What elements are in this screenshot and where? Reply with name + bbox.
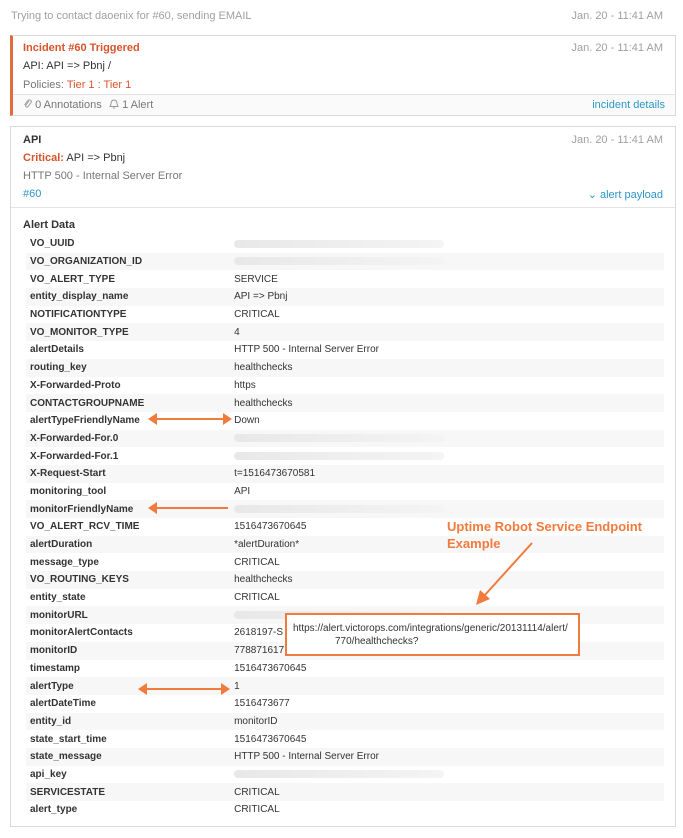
redacted-value [234,505,444,513]
alert-data-value: healthchecks [223,571,664,589]
alert-header [11,127,675,208]
alert-data-key: monitoring_tool [30,485,107,497]
alert-data-key: message_type [30,556,99,568]
redacted-value [234,434,444,442]
alert-data-row [26,571,664,589]
alert-data-row [26,377,664,395]
notification-timestamp: Jan. 20 - 11:41 AM [571,10,663,22]
annotation-arrow-double [146,688,222,690]
alert-data-value [223,447,664,465]
alert-data-row [26,713,664,731]
alert-data-value: 2618197-S [234,627,284,639]
arrowhead-right [223,413,232,425]
incident-footer [13,94,675,115]
alert-data-key: alertDateTime [30,698,96,710]
alert-data-row [26,730,664,748]
notification-line [11,10,663,26]
alert-data-key: api_key [30,768,67,780]
alert-name: API [23,134,42,146]
redacted-value [234,770,444,778]
alert-message: HTTP 500 - Internal Server Error [23,170,183,182]
alert-data-key: alertDuration [26,536,223,554]
alert-data-value: 778871617 [223,642,664,660]
alert-data-key: alertTypeFriendlyName [30,415,140,427]
alert-data-value: 1516473670645 [234,733,307,745]
alert-data-value: healthchecks [223,359,664,377]
alert-data-key: VO_ORGANIZATION_ID [26,253,223,271]
alert-data-key: monitorID [26,642,223,660]
alert-data-row [26,288,664,306]
alert-level: Critical: [23,152,64,164]
alert-data-row [26,553,664,571]
incident-policies [23,79,131,91]
alert-data-row [26,589,664,607]
alert-data-row [26,783,664,801]
alert-data-value: https [234,379,256,391]
alert-data-key: VO_MONITOR_TYPE [26,323,223,341]
chevron-down-icon: ⌄ [587,189,597,201]
alert-data-value: HTTP 500 - Internal Server Error [223,748,664,766]
alert-data-row [26,766,664,784]
alerts-label: 1 Alert [122,99,154,111]
alert-data-value [223,766,664,784]
alert-data-value: Down [234,415,260,427]
alert-data-key: monitorFriendlyName [26,500,223,518]
alert-data-row [26,359,664,377]
redacted-value [234,257,444,265]
alert-data-row [26,253,664,271]
alert-data-value [223,253,664,271]
alert-summary-text: API => Pbnj [66,152,126,164]
alert-data-value: SERVICE [234,273,278,285]
alert-data-key: entity_id [26,713,223,731]
alert-data-key: VO_ALERT_TYPE [30,273,116,285]
annotation-line-1: Uptime Robot Service Endpoint [447,519,643,534]
annotations-label: 0 Annotations [35,99,102,111]
arrowhead-left [138,683,147,695]
alert-data-key: VO_ALERT_RCV_TIME [30,521,140,533]
notification-text: Trying to contact daoenix for #60, sending EMAIL [11,10,252,22]
alert-data-key: VO_ROUTING_KEYS [26,571,223,589]
alert-data-row [26,270,664,288]
alert-data-key: timestamp [30,662,81,674]
alert-data-value: HTTP 500 - Internal Server Error [234,344,379,356]
endpoint-url-line-2: 770/healthchecks? [335,636,419,647]
alert-data-key: alert_type [30,804,78,816]
policies-label: Policies: [23,79,67,91]
alert-data-value: 4 [223,323,664,341]
alert-data-key: X-Forwarded-Proto [30,379,121,391]
alert-data-row [26,801,664,819]
annotation-arrow-double [156,418,224,420]
arrowhead-left [148,502,157,514]
incident-api-line: API: API => Pbnj / [23,60,112,72]
alert-data-value: *alertDuration* [223,536,664,554]
annotation-arrow-left [156,507,228,509]
alert-data-key: monitorAlertContacts [30,627,133,639]
alert-data-key: NOTIFICATIONTYPE [30,309,127,321]
alert-data-value: 1516473670645 [234,521,307,533]
alert-data-row [26,465,664,483]
endpoint-url-line-1: https://alert.victorops.com/integrations/generic/20131114/alert/ [293,623,568,634]
incident-card [10,35,676,116]
alert-timestamp: Jan. 20 - 11:41 AM [571,134,663,146]
alert-data-row [26,394,664,412]
alert-data-row [26,483,664,501]
alert-data-key: X-Forwarded-For.0 [26,430,223,448]
alert-data-row [26,430,664,448]
alert-data-row [26,660,664,678]
arrowhead-left [148,413,157,425]
alert-data-value: CRITICAL [223,783,664,801]
alert-data-row [26,323,664,341]
alert-data-key: routing_key [26,359,223,377]
incident-title: Incident #60 Triggered [23,42,140,54]
alert-data-key: CONTACTGROUPNAME [26,394,223,412]
alert-data-key: state_start_time [30,733,107,745]
endpoint-url-highlight [285,613,580,656]
arrowhead-right [221,683,230,695]
incident-timestamp: Jan. 20 - 11:41 AM [571,42,663,54]
alert-data-key: alertType [26,677,223,695]
alert-data-value: monitorID [223,713,664,731]
alert-data-key: monitorURL [26,606,223,624]
incident-details-link[interactable]: incident details [592,99,665,111]
bell-icon [109,99,119,109]
alert-data-value [223,235,664,253]
alert-data-key: alertDetails [30,344,84,356]
alert-data-value: API => Pbnj [223,288,664,306]
paperclip-icon [23,99,32,109]
alert-data-value: 1516473670645 [234,662,307,674]
alert-data-row [26,748,664,766]
annotations-count[interactable] [23,99,102,111]
alert-data-value [223,500,664,518]
annotation-arrow-diagonal [470,540,540,606]
alert-data-value: CRITICAL [234,556,280,568]
alert-data-key: entity_display_name [26,288,223,306]
alert-data-key: X-Request-Start [26,465,223,483]
alert-payload-toggle[interactable] [588,188,663,201]
alert-data-row [26,677,664,695]
redacted-value [234,452,444,460]
redacted-value [234,240,444,248]
alert-data-key: X-Forwarded-For.1 [30,450,119,462]
alert-data-value: CRITICAL [234,804,280,816]
alert-data-row [26,412,664,430]
alert-data-title: Alert Data [23,219,75,231]
alert-data-key: SERVICESTATE [26,783,223,801]
alert-summary [23,152,125,164]
alert-data-value: 1516473677 [234,698,290,710]
alert-data-row [26,235,664,253]
alert-data-value: healthchecks [223,394,664,412]
alert-payload-label: alert payload [600,189,663,201]
alert-data-value: 1 [223,677,664,695]
alert-data-row [26,695,664,713]
alert-card [10,126,676,827]
alert-data-row [26,500,664,518]
annotation-line-2: Example [447,536,501,551]
alert-data-value [223,430,664,448]
alert-data-key: VO_UUID [30,238,75,250]
alert-data-key: state_message [26,748,223,766]
alert-data-row [26,306,664,324]
alert-data-key: entity_state [30,592,86,604]
alert-data-value: t=1516473670581 [223,465,664,483]
alerts-count[interactable] [109,99,153,111]
alert-data-row [26,447,664,465]
policies-value[interactable]: Tier 1 : Tier 1 [66,79,132,91]
incident-number-link[interactable]: #60 [23,188,42,200]
alert-data-value: CRITICAL [234,309,280,321]
alert-data-value: CRITICAL [234,592,280,604]
alert-data-value: API [234,485,251,497]
alert-data-row [26,341,664,359]
